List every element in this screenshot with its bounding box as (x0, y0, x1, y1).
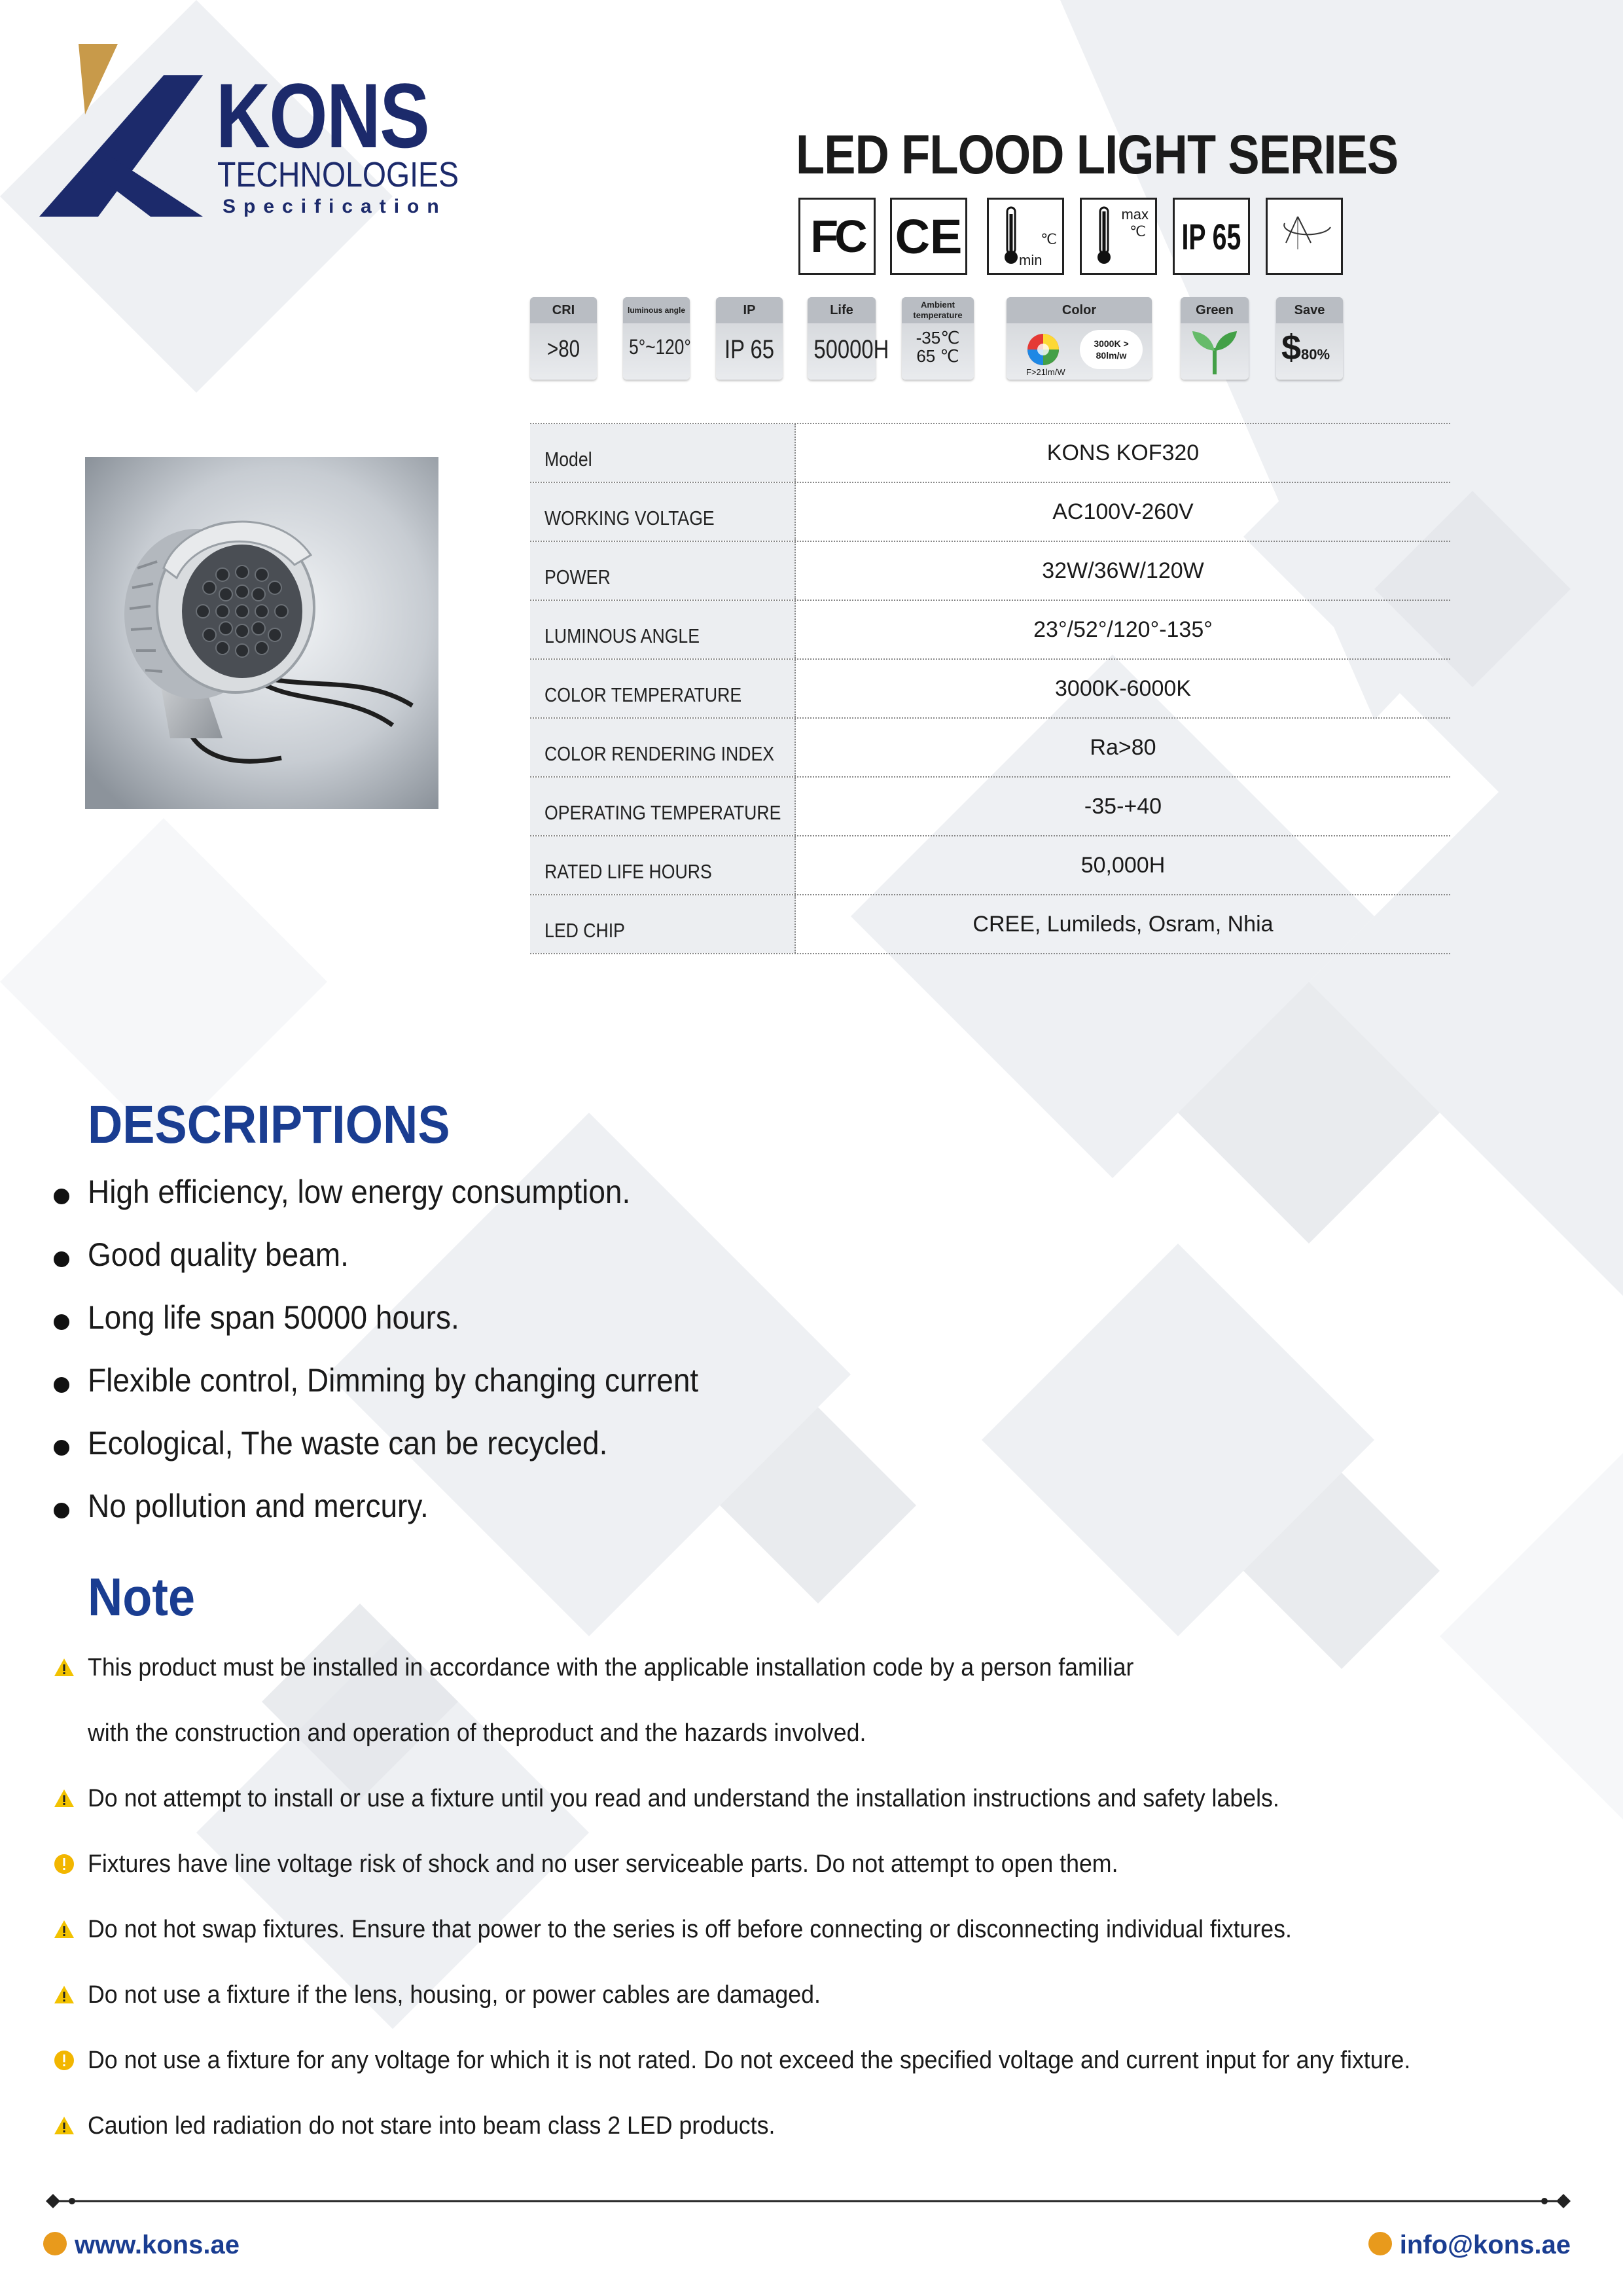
ce-icon: CE (890, 198, 967, 275)
product-photo (85, 457, 438, 809)
min-temperature-icon: ℃ min (987, 198, 1064, 275)
spec-value: 23°/52°/120°-135° (1033, 617, 1213, 642)
spec-value: 32W/36W/120W (1042, 558, 1204, 583)
color-wheel-icon (1026, 332, 1060, 367)
note-heading: Note (88, 1568, 195, 1627)
table-row (530, 660, 1450, 719)
exclamation-icon (54, 1854, 75, 1874)
badge-ambient-temperature: Ambient temperature -35℃ 65 ℃ (902, 297, 974, 380)
spec-value: CREE, Lumileds, Osram, Nhia (972, 911, 1274, 937)
company-logo (39, 36, 458, 232)
sprout-icon (1188, 325, 1241, 377)
ip65-icon: IP 65 (1173, 198, 1250, 275)
footer-email[interactable]: info@kons.ae (1368, 2231, 1571, 2260)
bullet-icon (54, 1251, 69, 1267)
badge-luminous-angle: luminous angle 5°~120° (623, 297, 690, 380)
warning-icon (54, 1919, 75, 1940)
table-row (530, 836, 1450, 895)
footer-divider (46, 2194, 1571, 2208)
table-row (530, 542, 1450, 601)
badge-green: Green (1181, 297, 1249, 380)
spec-label: POWER (544, 565, 611, 588)
brand-subtitle: TECHNOLOGIES (217, 155, 459, 194)
spec-label: COLOR TEMPERATURE (544, 683, 742, 706)
bullet-icon (54, 1440, 69, 1456)
warning-icon (54, 1657, 75, 1678)
bullet-icon (54, 1189, 69, 1204)
beam-angle-icon (1266, 198, 1343, 275)
kons-k-mark-icon (39, 36, 236, 232)
warning-icon (54, 1984, 75, 2005)
spec-label: LED CHIP (544, 919, 625, 942)
badge-color: Color 3000K > 80lm/w F>21lm/W (1007, 297, 1152, 380)
spec-label: RATED LIFE HOURS (544, 860, 712, 883)
bullet-icon (54, 1377, 69, 1393)
page-title: LED FLOOD LIGHT SERIES (796, 124, 1399, 185)
table-row (530, 601, 1450, 660)
table-row (530, 778, 1450, 836)
exclamation-icon (54, 2050, 75, 2071)
mail-icon (1368, 2232, 1392, 2255)
brand-tagline: Specification (223, 196, 447, 217)
spec-label: Model (544, 448, 592, 471)
badge-ip: IP IP 65 (716, 297, 783, 380)
spec-value: -35-+40 (1084, 793, 1162, 819)
spec-label: LUMINOUS ANGLE (544, 624, 700, 647)
badge-cri: CRI >80 (530, 297, 597, 380)
spec-table (530, 423, 1450, 954)
table-row (530, 719, 1450, 778)
table-row (530, 483, 1450, 542)
spec-value: AC100V-260V (1052, 499, 1194, 524)
spec-value: 50,000H (1080, 852, 1166, 878)
globe-icon (43, 2232, 67, 2255)
bullet-icon (54, 1503, 69, 1518)
spec-label: WORKING VOLTAGE (544, 507, 715, 529)
spec-value: 3000K-6000K (1055, 675, 1191, 701)
fcc-icon: FC (798, 198, 876, 275)
spec-label: COLOR RENDERING INDEX (544, 742, 775, 765)
descriptions-heading: DESCRIPTIONS (88, 1095, 450, 1155)
spec-label: OPERATING TEMPERATURE (544, 801, 781, 824)
badge-life: Life 50000H (808, 297, 876, 380)
footer-website[interactable]: www.kons.ae (43, 2231, 240, 2260)
spec-value: Ra>80 (1090, 734, 1156, 760)
spec-value: KONS KOF320 (1046, 440, 1200, 465)
warning-icon (54, 2115, 75, 2136)
max-temperature-icon: max ℃ (1080, 198, 1157, 275)
brand-name: KONS (216, 64, 429, 167)
badge-save: Save $80% (1276, 297, 1343, 380)
table-row (530, 423, 1450, 483)
table-row (530, 895, 1450, 954)
bullet-icon (54, 1314, 69, 1330)
warning-icon (54, 1788, 75, 1809)
